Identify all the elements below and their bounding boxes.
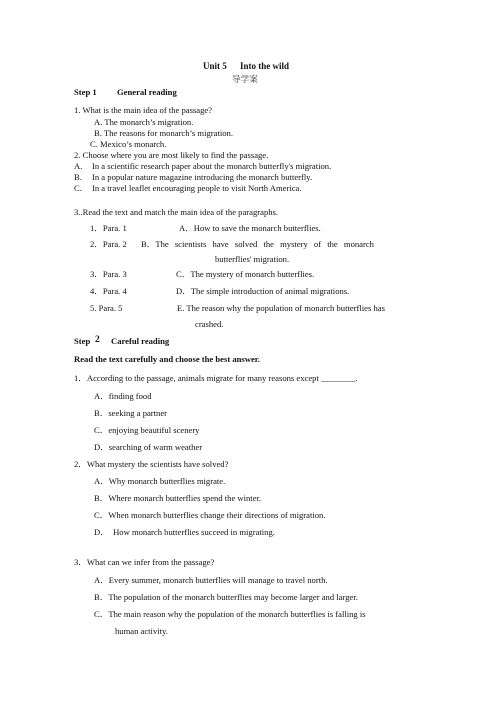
match-idea-e: E. The reason why the population of monarch butterflies has [177,303,385,313]
s1-q2-option-a: In a scientific research paper about the monarch butterfly's migration. [92,161,332,171]
s2-q2-option-d: D． How monarch butterflies succeed in migrating. [94,527,275,537]
match-para-4: 4．Para. 4 [90,286,127,296]
s1-q2-letter-a: A. [74,161,83,171]
step2-label: Step [74,336,91,346]
s2-q1-option-a: A．finding food [94,391,152,401]
s2-q1-stem: 1．According to the passage, animals migrate for many reasons except ________. [74,373,358,383]
s1-q2-letter-c: C. [74,183,82,193]
s1-q2-letter-b: B. [74,172,82,182]
step2-title: Careful reading [111,336,170,346]
s2-q1-option-b: B．seeking a partner [94,408,168,418]
s1-q1-option-c: C. Mexico’s monarch. [90,139,167,149]
s2-q3-option-c: C．The main reason why the population of the monarch butterflies is falling is [94,609,366,619]
match-idea-b-cont: butterflies' migration. [215,254,290,264]
s1-q1-option-a: A. The monarch’s migration. [94,117,194,127]
s2-q3-option-c-cont: human activity. [115,626,168,636]
s1-q1-option-b: B. The reasons for monarch’s migration. [94,128,233,138]
s2-q3-option-a: A．Every summer, monarch butterflies will manage to travel north. [94,575,328,585]
s2-q2-option-c: C．When monarch butterflies change their directions of migration. [94,510,326,520]
match-para-5: 5. Para. 5 [90,303,123,313]
s2-q3-option-b: B．The population of the monarch butterflies may become larger and larger. [94,592,358,602]
s2-q2-option-b: B．Where monarch butterflies spend the winter. [94,493,262,503]
page-subtitle: 导学案 [232,74,258,84]
s2-q1-option-c: C．enjoying beautiful scenery [94,425,200,435]
s1-q2-option-b: In a popular nature magazine introducing the monarch butterfly. [92,172,313,182]
s2-q1-option-d: D．searching of warm weather [94,442,203,452]
match-para-2: 2．Para. 2 [90,239,127,249]
page-title: Into the wild [240,61,290,71]
s1-q2-stem: 2. Choose where you are most likely to find the passage. [74,150,269,160]
s2-q2-stem: 2．What mystery the scientists have solved? [74,459,229,469]
match-para-3: 3．Para. 3 [90,269,127,279]
step1-label: Step 1 [74,87,97,97]
s2-q2-option-a: A．Why monarch butterflies migrate. [94,476,226,486]
match-para-1: 1．Para. 1 [90,223,127,233]
s1-q1-stem: 1. What is the main idea of the passage? [74,105,213,115]
match-idea-c: C．The mystery of monarch butterflies. [176,269,315,279]
match-idea-d: D．The simple introduction of animal migrations. [176,286,350,296]
match-idea-b: B．The scientists have solved the mystery of the monarch [141,239,374,249]
step2-number: 2 [95,335,100,345]
s2-q3-stem: 3．What can we infer from the passage? [74,557,215,567]
match-idea-e-cont: crashed. [195,319,224,329]
step2-instruction: Read the text carefully and choose the best answer. [74,354,260,364]
step1-title: General reading [117,87,177,97]
match-idea-a: A．How to save the monarch butterflies. [179,223,321,233]
s1-q3-stem: 3..Read the text and match the main idea of the paragraphs. [74,207,279,217]
unit-label: Unit 5 [203,61,227,71]
s1-q2-option-c: In a travel leaflet encouraging people to visit North America. [92,183,302,193]
